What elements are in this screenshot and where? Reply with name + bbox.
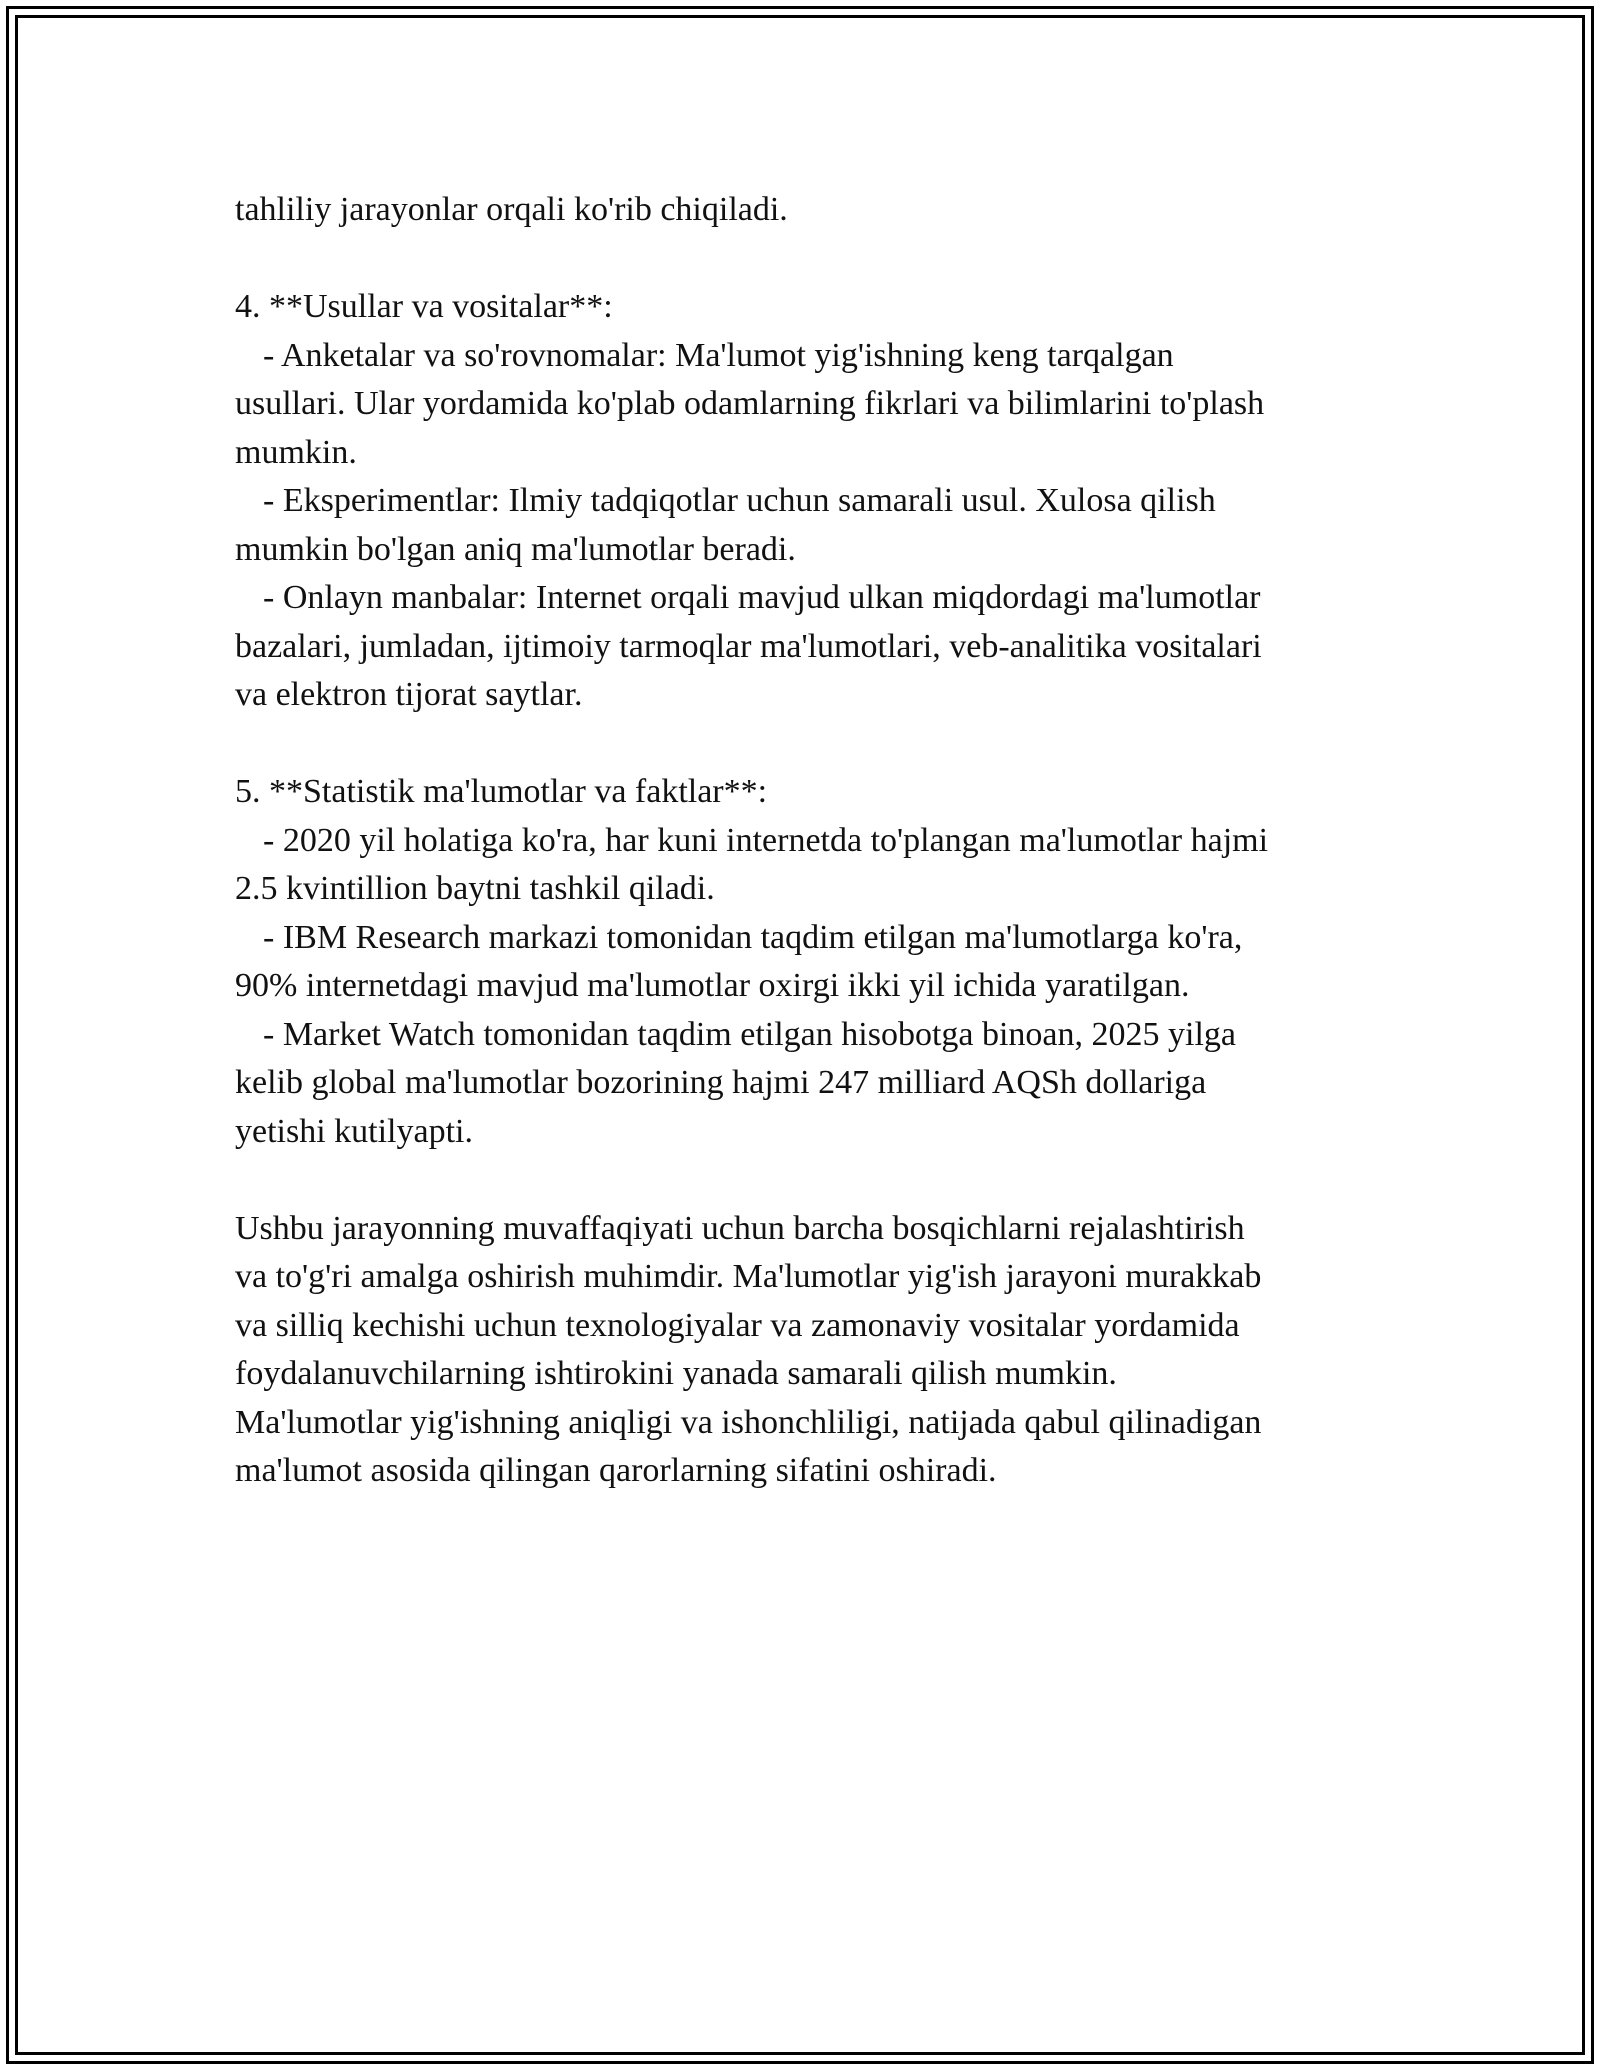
section-4-heading: 4. **Usullar va vositalar**: [235, 288, 613, 325]
section-4-line: usullari. Ular yordamida ko'plab odamlarning fikrlari va bilimlarini to'plash [235, 385, 1265, 422]
section-5-line: - 2020 yil holatiga ko'ra, har kuni internetda to'plangan ma'lumotlar hajmi [263, 821, 1269, 859]
intro-line: tahliliy jarayonlar orqali ko'rib chiqiladi. [235, 191, 788, 228]
section-5-line: yetishi kutilyapti. [235, 1112, 473, 1150]
section-4-line: va elektron tijorat saytlar. [235, 676, 583, 713]
section-4-line: - Eksperimentlar: Ilmiy tadqiqotlar uchun samarali usul. Xulosa qilish [263, 482, 1216, 519]
document-body [235, 186, 1355, 1496]
conclusion-line: va to'g'ri amalga oshirish muhimdir. Ma'lumotlar yig'ish jarayoni murakkab [235, 1258, 1262, 1295]
section-4-line: bazalari, jumladan, ijtimoiy tarmoqlar ma'lumotlari, veb-analitika vositalari [235, 627, 1262, 665]
section-5-heading: 5. **Statistik ma'lumotlar va faktlar**: [235, 773, 768, 810]
section-5-line: - IBM Research markazi tomonidan taqdim etilgan ma'lumotlarga ko'ra, [263, 918, 1243, 956]
section-4-line: - Onlayn manbalar: Internet orqali mavjud ulkan miqdordagi ma'lumotlar [263, 579, 1261, 616]
spacer [235, 1156, 1355, 1205]
spacer [235, 235, 1355, 284]
section-5-line: - Market Watch tomonidan taqdim etilgan hisobotga binoan, 2025 yilga [263, 1015, 1237, 1053]
section-4-line: mumkin. [235, 433, 357, 471]
conclusion-line: Ushbu jarayonning muvaffaqiyati uchun barcha bosqichlarni rejalashtirish [235, 1209, 1245, 1247]
section-5-line: 2.5 kvintillion baytni tashkil qiladi. [235, 870, 715, 907]
conclusion-line: ma'lumot asosida qilingan qarorlarning sifatini oshiradi. [235, 1452, 997, 1489]
section-5-line: 90% internetdagi mavjud ma'lumotlar oxirgi ikki yil ichida yaratilgan. [235, 967, 1190, 1004]
section-4-line: - Anketalar va so'rovnomalar: Ma'lumot yig'ishning keng tarqalgan [263, 336, 1174, 374]
section-4-line: mumkin bo'lgan aniq ma'lumotlar beradi. [235, 530, 796, 568]
conclusion-line: foydalanuvchilarning ishtirokini yanada samarali qilish mumkin. [235, 1355, 1117, 1392]
spacer [235, 720, 1355, 769]
conclusion-line: va silliq kechishi uchun texnologiyalar va zamonaviy vositalar yordamida [235, 1306, 1240, 1344]
section-5-line: kelib global ma'lumotlar bozorining hajmi 247 milliard AQSh dollariga [235, 1064, 1207, 1101]
conclusion-line: Ma'lumotlar yig'ishning aniqligi va ishonchliligi, natijada qabul qilinadigan [235, 1403, 1262, 1441]
